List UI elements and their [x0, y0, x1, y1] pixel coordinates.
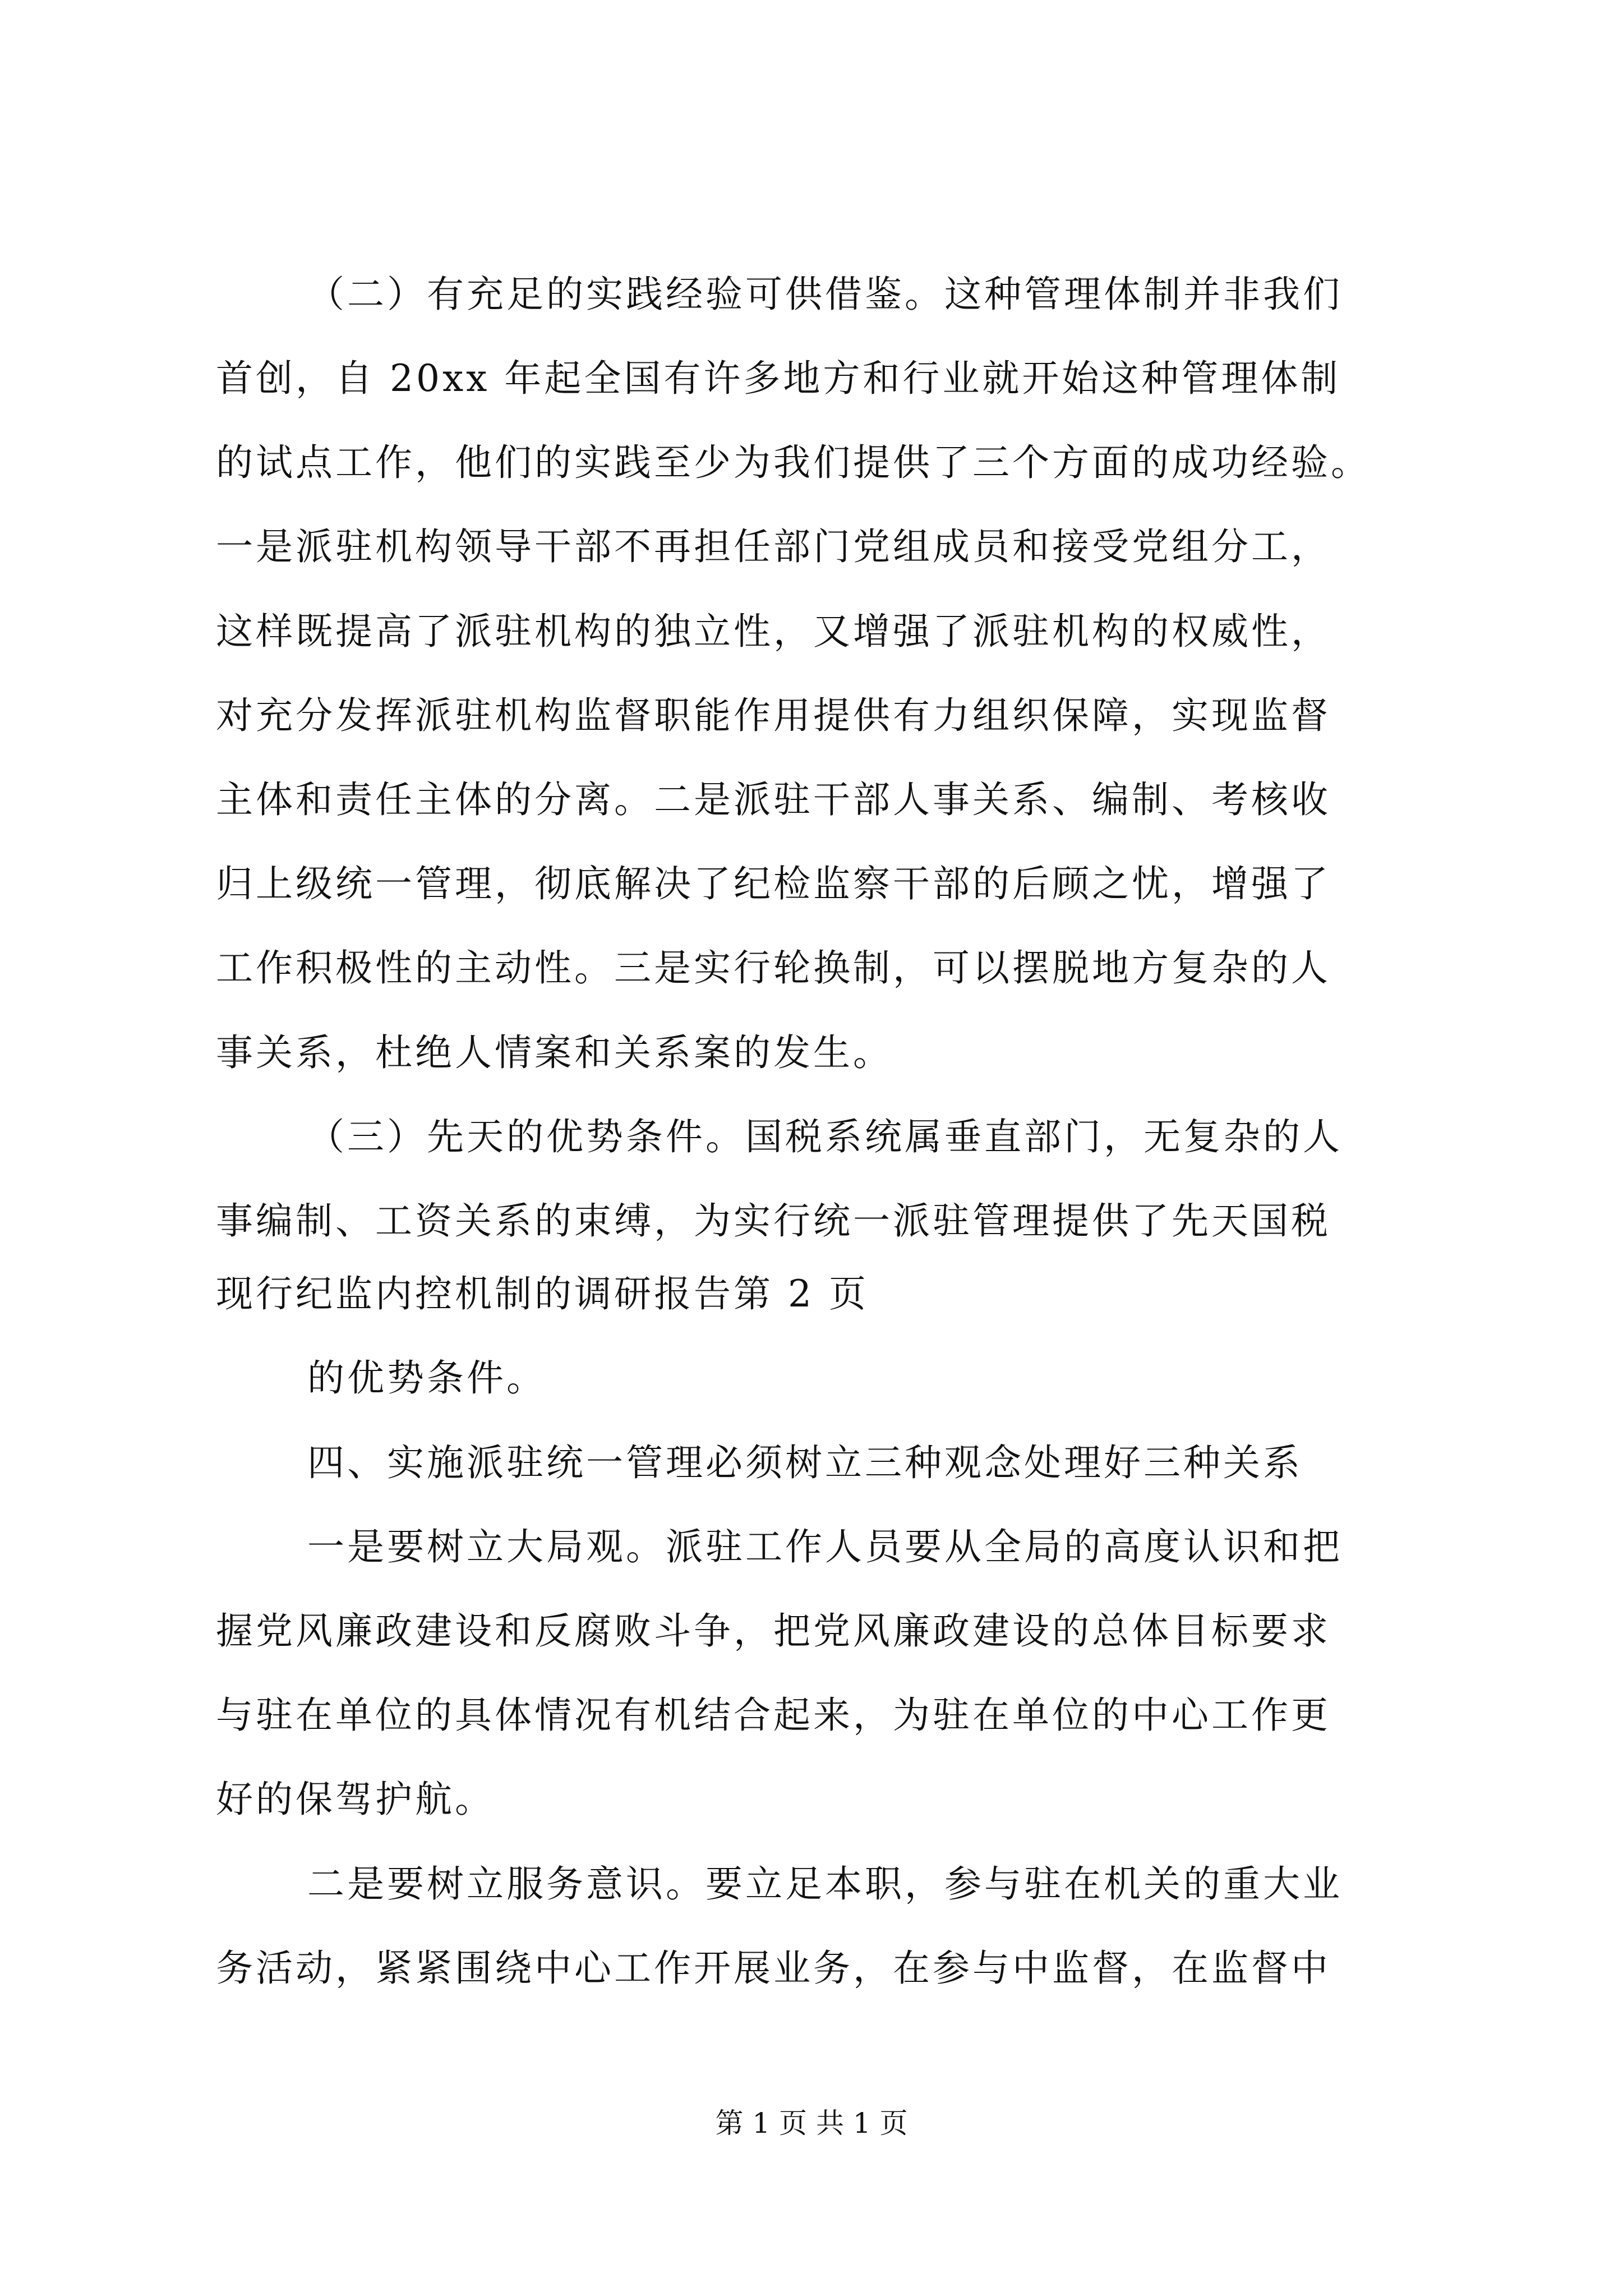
text-line-5: 这样既提高了派驻机构的独立性，又增强了派驻机构的权威性，	[216, 610, 1331, 653]
text-line-21: 务活动，紧紧围绕中心工作开展业务，在参与中监督，在监督中	[216, 1947, 1331, 1990]
text-line-1: （二）有充足的实践经验可供借鉴。这种管理体制并非我们	[307, 273, 1343, 316]
text-line-3: 的试点工作，他们的实践至少为我们提供了三个方面的成功经验。	[216, 441, 1371, 484]
text-line-10: 事关系，杜绝人情案和关系案的发生。	[216, 1031, 893, 1074]
text-line-13: 现行纪监内控机制的调研报告第 2 页	[216, 1272, 869, 1315]
text-line-8: 归上级统一管理，彻底解决了纪检监察干部的后顾之忧，增强了	[216, 862, 1331, 905]
text-line-16: 一是要树立大局观。派驻工作人员要从全局的高度认识和把	[307, 1525, 1343, 1568]
text-line-11: （三）先天的优势条件。国税系统属垂直部门，无复杂的人	[307, 1115, 1343, 1158]
text-line-4: 一是派驻机构领导干部不再担任部门党组成员和接受党组分工，	[216, 525, 1331, 568]
text-line-6: 对充分发挥派驻机构监督职能作用提供有力组织保障，实现监督	[216, 694, 1331, 737]
text-line-20: 二是要树立服务意识。要立足本职，参与驻在机关的重大业	[307, 1862, 1343, 1906]
text-line-17: 握党风廉政建设和反腐败斗争，把党风廉政建设的总体目标要求	[216, 1609, 1331, 1653]
text-line-2: 首创，自 20xx 年起全国有许多地方和行业就开始这种管理体制	[216, 357, 1341, 400]
text-line-7: 主体和责任主体的分离。二是派驻干部人事关系、编制、考核收	[216, 778, 1331, 821]
text-line-14: 的优势条件。	[307, 1356, 546, 1400]
text-line-18: 与驻在单位的具体情况有机结合起来，为驻在单位的中心工作更	[216, 1694, 1331, 1737]
text-line-15: 四、实施派驻统一管理必须树立三种观念处理好三种关系	[307, 1441, 1303, 1484]
page-footer: 第 1 页 共 1 页	[715, 2107, 908, 2139]
text-line-9: 工作积极性的主动性。三是实行轮换制，可以摆脱地方复杂的人	[216, 946, 1331, 990]
text-line-19: 好的保驾护航。	[216, 1778, 495, 1821]
text-line-12: 事编制、工资关系的束缚，为实行统一派驻管理提供了先天国税	[216, 1199, 1331, 1243]
